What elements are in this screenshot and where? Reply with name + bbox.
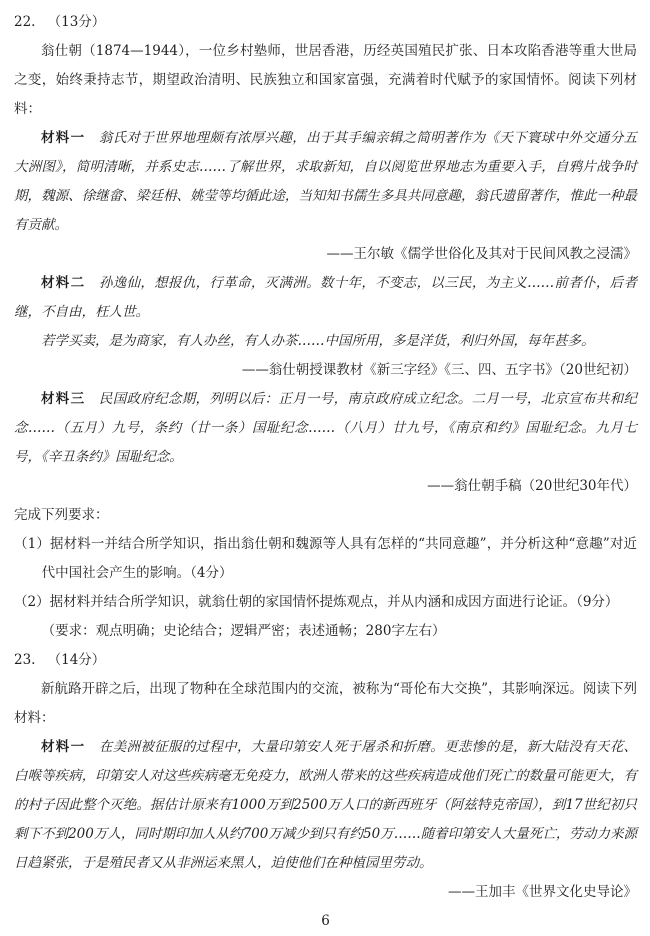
q22-material-1-source: ——王尔敏《儒学世俗化及其对于民间风教之浸濡》 [326, 246, 637, 262]
q23-material-1-source: ——王加丰《世界文化史导论》 [448, 884, 637, 900]
question-22-heading [14, 8, 637, 37]
question-22-intro: 翁仕朝（1874—1944），一位乡村塾师，世居香港，历经英国殖民扩张、日本攻陷香港等重大世局之变，始终秉持志节，期望政治清明、民族独立和国家富强，充满着时代赋予的家国情怀。阅读下列材料： [14, 43, 637, 117]
q22-requirements-heading: 完成下列要求： [14, 507, 109, 523]
q22-material-3-text: 民国政府纪念期，列明以后：正月一号，南京政府成立纪念。二月一号，北京宣布共和纪念……（五月）九号，条约（廿一条）国耻纪念……（八月）廿九号，《南京和约》国耻纪念。九月七号，《辛丑条约》国耻纪念。 [14, 391, 638, 465]
q22-item-1: （1）据材料一并结合所学知识，指出翁仕朝和魏源等人具有怎样的“共同意趣”，并分析这种“意趣”对近代中国社会产生的影响。（4分） [14, 536, 637, 581]
q22-material-2-text-1: 孙逸仙，想报仇，行革命，灭满洲。数十年，不变志，以三民，为主义……前者仆，后者继，不自由，枉人世。 [14, 275, 637, 320]
question-22-score: （13分） [47, 14, 106, 30]
q22-material-1-label: 材料一 [41, 130, 86, 146]
question-23-heading [14, 646, 637, 675]
q22-material-3-source: ——翁仕朝手稿（20世纪30年代） [427, 478, 637, 494]
question-23-number: 23. [14, 652, 36, 668]
q23-material-1-text: 在美洲被征服的过程中，大量印第安人死于屠杀和折磨。更悲惨的是，新大陆没有天花、白喉等疾病，印第安人对这些疾病毫无免疫力，欧洲人带来的这些疾病造成他们死亡的数量可能更大，有的村子因此整个灭绝。据估计原来有1000万到2500万人口的新西班牙（阿兹特克帝国），到17世纪初只剩下不到200万人，同时期印加人从约700万减少到只有约50万……随着印第安人大量死亡，劳动力来源日趋紧张，于是殖民者又从非洲运来黑人，迫使他们在种植园里劳动。 [14, 739, 638, 871]
q22-material-2-text-2: 若学买卖，是为商家，有人办丝，有人办茶……中国所用，多是洋货，利归外国，每年甚多。 [41, 333, 595, 349]
q22-item-note: （要求：观点明确；史论结合；逻辑严密；表述通畅；280字左右） [41, 623, 446, 639]
q22-material-2-paragraph-2 [14, 327, 637, 356]
q22-material-2-source: ——翁仕朝授课教材《新三字经》《三、四、五字书》（20世纪初） [241, 362, 637, 378]
question-23 [14, 646, 637, 907]
question-22-number: 22. [14, 14, 36, 30]
q22-material-1-paragraph [14, 124, 637, 240]
q22-material-2-label: 材料二 [41, 275, 86, 291]
q22-material-1-text: 翁氏对于世界地理颇有浓厚兴趣，出于其手编亲辑之简明著作为《天下寰球中外交通分五大洲图》，简明清晰，并系史志……了解世界，求取新知，自以阅览世界地志为重要入手，自鸦片战争时期，魏源、徐继畲、梁廷枏、姚莹等均循此途，当知知书儒生多具共同意趣，翁氏遗留著作，惟此一种最有贡献。 [14, 130, 638, 233]
question-23-intro: 新航路开辟之后，出现了物种在全球范围内的交流，被称为“哥伦布大交换”，其影响深远。阅读下列材料： [14, 681, 637, 726]
question-22 [14, 8, 637, 646]
q23-material-1-label: 材料一 [41, 739, 86, 755]
q22-material-2-paragraph-1 [14, 269, 637, 327]
q22-material-3-label: 材料三 [41, 391, 86, 407]
q23-material-1-paragraph [14, 733, 637, 878]
page-number: 6 [321, 913, 330, 929]
q22-material-3-paragraph [14, 385, 637, 472]
q22-item-2: （2）据材料并结合所学知识，就翁仕朝的家国情怀提炼观点，并从内涵和成因方面进行论证。（9分） [14, 594, 619, 610]
question-23-score: （14分） [47, 652, 106, 668]
